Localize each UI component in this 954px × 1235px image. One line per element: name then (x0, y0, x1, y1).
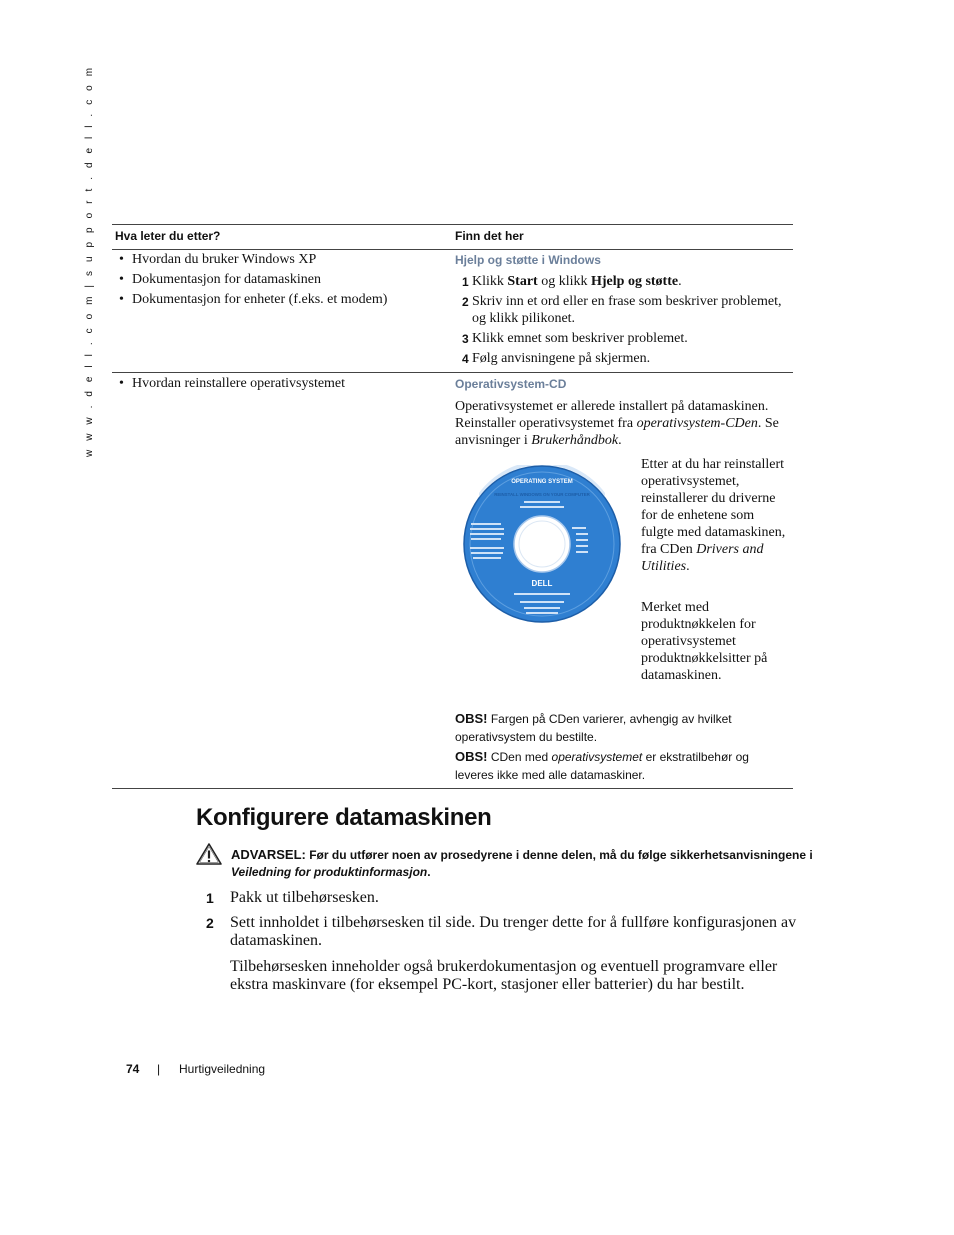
setup-step-2: 2 Sett innholdet i tilbehørsesken til side. Du trenger dette for å fullføre konfigurasjonen av datamaskinen. (206, 914, 797, 949)
table-header-right: Finn det her (455, 229, 524, 243)
warning-icon (195, 842, 223, 866)
list-item: • Hvordan du bruker Windows XP (119, 252, 317, 267)
table-top-rule (112, 224, 793, 225)
setup-extra-para: Tilbehørsesken inneholder også brukerdokumentasjon og eventuell programvare eller ekstra maskinvare (for eksempel PC-kort, stasjoner eller batterier) du har bestilt. (230, 958, 778, 993)
footer-book-title: Hurtigveiledning (179, 1062, 266, 1076)
row1-left (112, 251, 442, 311)
side-url: w w w . d e l l . c o m | s u p p o r t . d e l l . c o m (84, 64, 95, 457)
cd-title-text: OPERATING SYSTEM (511, 479, 573, 485)
dell-logo: DELL (531, 579, 553, 588)
list-item: • Dokumentasjon for enheter (f.eks. et modem) (119, 292, 388, 307)
list-item: • Hvordan reinstallere operativsystemet (119, 376, 346, 391)
list-item: • Dokumentasjon for datamaskinen (119, 272, 321, 287)
row2-para3: Merket med produktnøkkelen for operativsystemet produktnøkkelsitter på datamaskinen. (641, 600, 768, 683)
row2-left (112, 375, 442, 395)
table-bottom-rule (112, 788, 793, 789)
note-cd-color: OBS! Fargen på CDen varierer, avhengig av hvilket operativsystem du bestilte. (455, 711, 732, 744)
table-header-left: Hva leter du etter? (115, 229, 221, 243)
table-row-rule (112, 372, 793, 373)
row2-para1: Operativsystemet er allerede installert på datamaskinen. Reinstaller operativsystemet fra operativsystem-CDen. Se anvisninger i Brukerhåndbok. (455, 399, 779, 448)
note-cd-optional: OBS! CDen med operativsystemet er ekstratilbehør og leveres ikke med alle datamaskiner. (455, 749, 749, 782)
list-item: 4 Følg anvisningene på skjermen. (462, 351, 651, 366)
row1-subhead: Hjelp og støtte i Windows (455, 253, 601, 267)
setup-step-1: 1 Pakk ut tilbehørsesken. (206, 889, 379, 906)
row2-para2: Etter at du har reinstallert operativsystemet, reinstallerer du driverne for de enhetene som fulgte med datamaskinen, fra CDen Drivers and Utilities. (641, 457, 786, 574)
operating-system-cd-image (462, 465, 622, 623)
cd-subtitle-text: REINSTALL WINDOWS ON YOUR COMPUTER (494, 492, 590, 497)
warning-text: ADVARSEL: Før du utfører noen av prosedyrene i denne delen, må du følge sikkerhetsanvisningene i Veiledning for produktinformasjon. (231, 847, 813, 879)
row2-subhead: Operativsystem-CD (455, 377, 567, 391)
section-title: Konfigurere datamaskinen (196, 804, 492, 831)
table-header-rule (112, 249, 793, 250)
footer-separator: | (157, 1062, 161, 1076)
list-item: 3 Klikk emnet som beskriver problemet. (462, 331, 688, 346)
list-item: 1 Klikk Start og klikk Hjelp og støtte. (462, 274, 682, 289)
list-item: 2 Skriv inn et ord eller en frase som beskriver problemet, og klikk pilikonet. (462, 294, 782, 326)
page-number: 74 (126, 1062, 140, 1076)
row1-right (455, 252, 790, 370)
